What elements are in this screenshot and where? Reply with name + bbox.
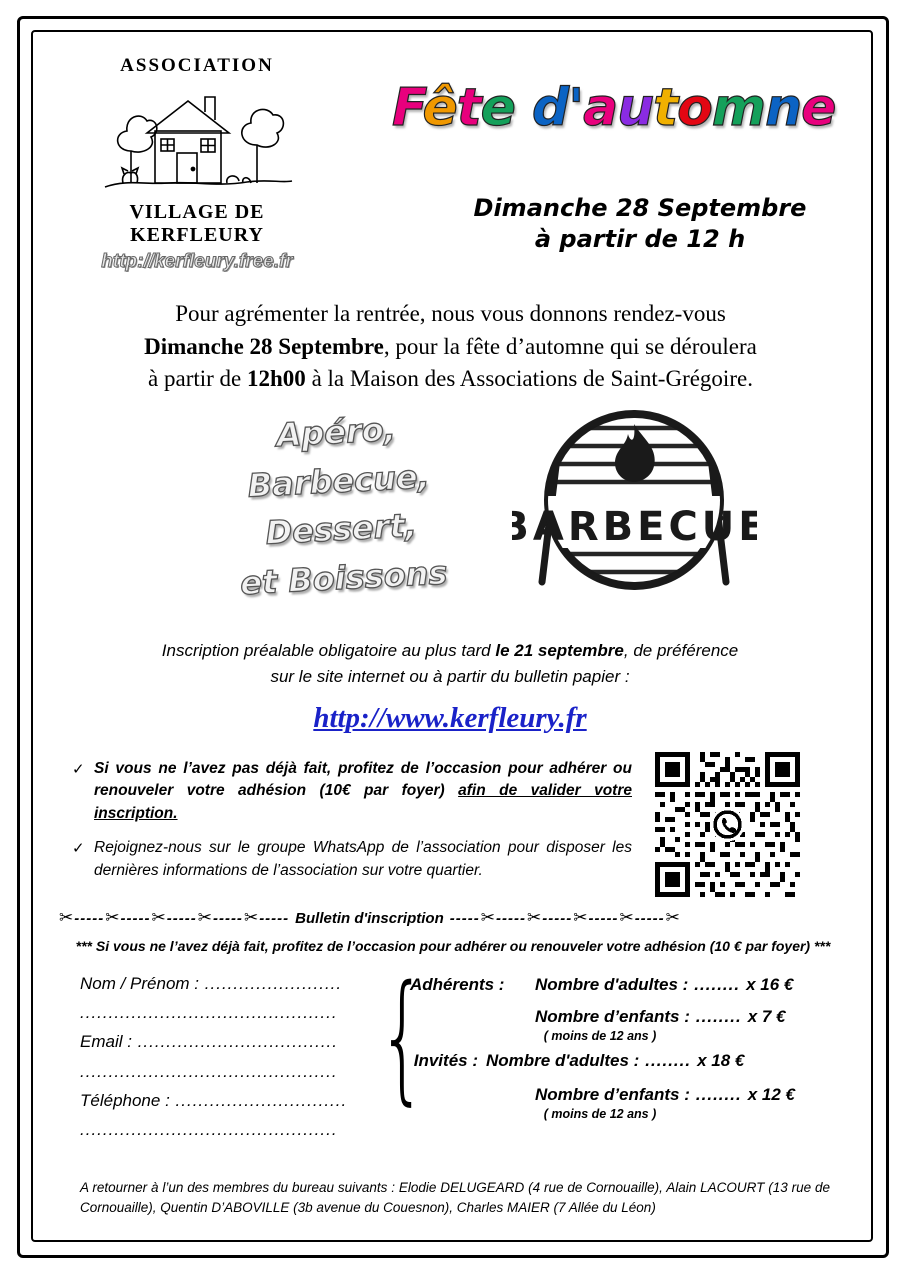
dash-seg: ----- [542,909,573,927]
pricing-price-enfants-adherents: x 7 € [747,1007,786,1026]
bullet-item-adhesion [72,758,632,825]
field-nom-prenom-dots2: ............................................. [80,1003,338,1023]
pricing-price-adultes-invites: x 18 € [697,1051,745,1070]
checkmark-icon: ✓ [72,760,85,778]
page-title: Fête d'automne [392,78,836,138]
dash-seg: ----- [634,909,665,927]
scissors-icon: ✂ [59,908,74,928]
barbecue-word: BARBECUE [512,504,757,550]
coupon-pricing-table [410,975,850,1129]
dash-seg: ----- [120,909,151,927]
bullet-list [72,758,632,894]
bullet-adhesion-main: Si vous ne l’avez pas déjà fait, profitez de l’occasion pour adhérer ou renouveler votre adhésion (10€ par foyer) [94,760,632,800]
barbecue-icon [512,400,757,615]
pricing-row-invites-adultes[interactable] [410,1051,850,1071]
inscription-note-post: , de préférence [623,641,739,660]
pricing-dots: ........ [695,1007,742,1026]
field-email[interactable] [80,1028,380,1055]
inscription-deadline: le 21 septembre [495,641,624,660]
coupon-separator [58,908,848,928]
field-nom-prenom[interactable] [80,970,380,997]
pricing-label-adultes-invites: Nombre d'adultes : [486,1051,640,1070]
menu-item-dessert: Dessert, [264,506,418,553]
field-telephone-dots: .............................. [169,1090,348,1110]
field-email-dots2: ............................................. [80,1061,338,1081]
pricing-dots: ........ [694,975,741,994]
bullet-item-adhesion-text [94,758,632,825]
scissors-icon: ✂ [526,908,542,928]
field-email-label: Email : [80,1032,132,1052]
dash-seg: ----- [588,909,619,927]
field-nom-prenom-dots: ........................ [199,974,343,993]
scissors-icon: ✂ [665,908,680,928]
scissors-icon: ✂ [573,908,588,928]
field-email-dots: ................................... [131,1032,339,1052]
field-telephone-dots2: ............................................. [80,1119,338,1139]
pricing-label-enfants-adherents: Nombre d’enfants : [535,1007,690,1026]
checkmark-icon: ✓ [72,839,85,858]
pricing-row-adherents-enfants[interactable] [410,1007,850,1027]
inscription-note-line2: sur le site internet ou à partir du bulletin papier : [270,666,630,686]
pricing-group-adherents: Adhérents : [410,975,505,994]
dash-seg: ----- [166,909,197,927]
intro-line-2-rest: , pour la fête d’automne qui se déroulera [383,333,757,359]
intro-line-3 [78,363,823,396]
coupon-title: Bulletin d'inscription [295,909,444,927]
intro-line-3-post: à la Maison des Associations de Saint-Grégoire. [305,366,753,392]
pricing-dots: ........ [695,1085,742,1104]
coupon-adhesion-note: *** Si vous ne l’avez déjà fait, profitez de l’occasion pour adhérer ou renouveler votre adhésion (10 € par foyer) *** [75,938,831,954]
dash-seg: ----- [449,909,480,927]
inscription-note [100,638,800,689]
intro-line-3-pre: à partir de [148,366,248,392]
association-name: VILLAGE DE KERFLEURY [129,201,265,246]
menu-item-apero: Apéro, [275,410,397,455]
scissors-icon: ✂ [243,908,259,928]
scissors-icon: ✂ [105,908,120,928]
field-telephone-label: Téléphone : [80,1090,170,1110]
dash-seg: ----- [212,909,243,927]
pricing-label-enfants-invites: Nombre d’enfants : [535,1085,690,1104]
dash-seg: ----- [74,909,105,927]
dash-seg: ----- [259,909,290,927]
bullet-item-whatsapp [72,837,632,882]
website-link[interactable]: http://www.kerfleury.fr [313,702,587,734]
menu-word-list [190,401,490,610]
event-date [430,193,850,254]
field-telephone[interactable] [80,1087,380,1114]
pricing-sub-enfants-invites: ( moins de 12 ans ) [543,1107,657,1121]
pricing-sub-enfants-adherents: ( moins de 12 ans ) [543,1029,657,1043]
field-telephone-line2[interactable] [80,1116,380,1143]
pricing-group-invites: Invités : [413,1051,478,1070]
field-nom-prenom-line2[interactable] [80,999,380,1026]
intro-date-bold: Dimanche 28 Septembre [144,333,384,359]
association-title: ASSOCIATION [120,55,274,76]
pricing-row-adherents-adultes[interactable] [410,975,850,995]
return-instructions: A retourner à l’un des membres du bureau suivants : Elodie DELUGEARD (4 rue de Cornouaille), Alain LACOURT (13 rue de Cornouaille), Quentin D’ABOVILLE (3b avenue du Couesnon), Charles MAIER (7 Allée du Léon) [80,1180,830,1215]
coupon-contact-fields [80,970,380,1145]
menu-item-boissons: et Boissons [239,553,449,603]
qr-code[interactable] [655,752,800,897]
dash-seg: ----- [495,909,526,927]
pricing-price-enfants-invites: x 12 € [747,1085,795,1104]
intro-hour-bold: 12h00 [247,366,306,392]
inscription-note-pre: Inscription préalable obligatoire au plus tard [161,641,496,660]
event-date-line1: Dimanche 28 Septembre [473,194,807,222]
pricing-row-invites-enfants[interactable] [410,1085,850,1105]
field-email-line2[interactable] [80,1058,380,1085]
scissors-icon: ✂ [480,908,495,928]
intro-paragraph [78,298,823,396]
association-logo [62,55,332,270]
intro-line-2 [78,331,823,364]
bullet-item-whatsapp-text: Rejoignez-nous sur le groupe WhatsApp de l’association pour disposer les dernières informations de l’association sur votre quartier. [94,839,632,879]
brace-decoration: { [378,956,427,1119]
field-nom-prenom-label: Nom / Prénom : [80,974,200,993]
pricing-price-adultes-adherents: x 16 € [746,975,794,994]
menu-item-barbecue: Barbecue, [246,456,431,505]
intro-line-1: Pour agrémenter la rentrée, nous vous donnons rendez-vous [175,301,726,326]
event-date-line2: à partir de 12 h [534,224,746,253]
scissors-icon: ✂ [151,908,166,928]
house-tree-drawing [97,79,297,199]
pricing-dots: ........ [645,1051,692,1070]
scissors-icon: ✂ [197,908,212,928]
association-url: http://kerfleury.free.fr [101,251,293,272]
pricing-label-adultes-adherents: Nombre d'adultes : [535,975,689,994]
bullet-adhesion-underline: afin de valider votre inscription. [94,782,632,822]
scissors-icon: ✂ [619,908,634,928]
